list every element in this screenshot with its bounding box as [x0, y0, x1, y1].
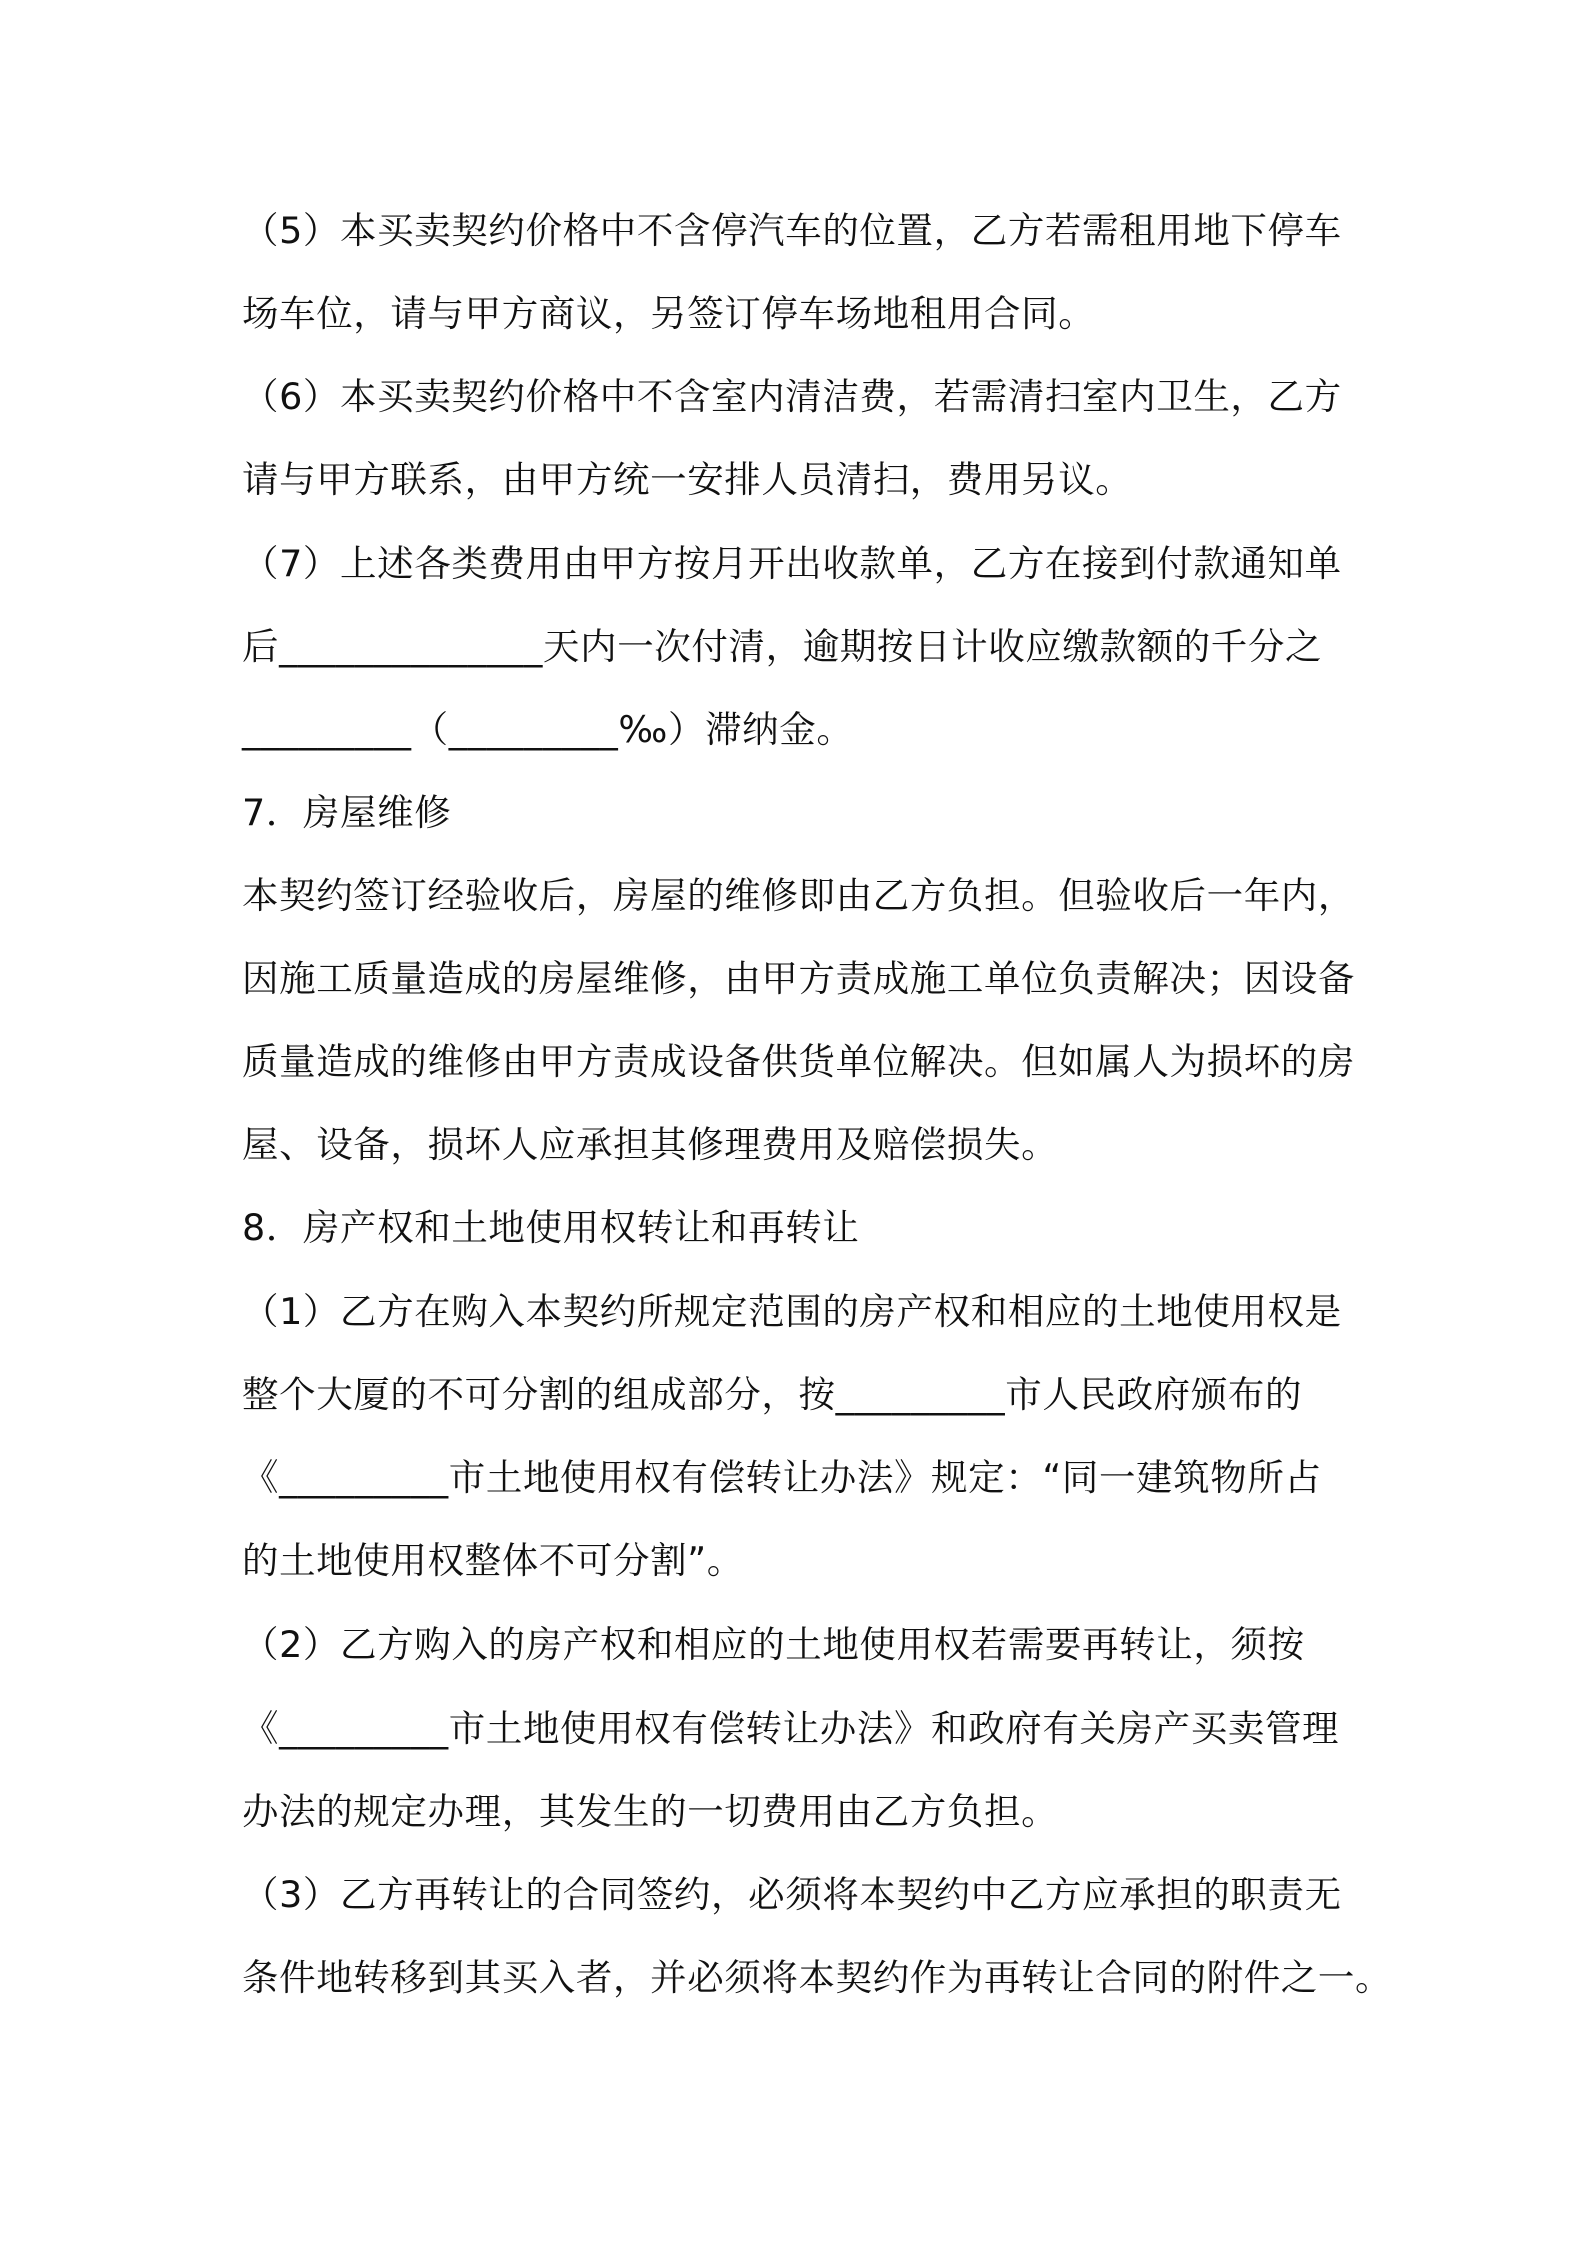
text-line: 请与甲方联系，由甲方统一安排人员清扫，费用另议。 — [242, 458, 1133, 501]
text-line: 质量造成的维修由甲方责成设备供货单位解决。但如属人为损坏的房 — [242, 1040, 1355, 1083]
section-heading: 8．房产权和土地使用权转让和再转让 — [242, 1206, 860, 1249]
text-line: 因施工质量造成的房屋维修，由甲方责成施工单位负责解决；因设备 — [242, 957, 1355, 1000]
text-line: 《_________市土地使用权有偿转让办法》规定：“同一建筑物所占 — [242, 1456, 1322, 1499]
text-line: （5）本买卖契约价格中不含停汽车的位置，乙方若需租用地下停车 — [242, 209, 1342, 252]
text-line: （6）本买卖契约价格中不含室内清洁费，若需清扫室内卫生，乙方 — [242, 375, 1342, 418]
text-line: 的土地使用权整体不可分割”。 — [242, 1539, 744, 1582]
text-line: 条件地转移到其买入者，并必须将本契约作为再转让合同的附件之一。 — [242, 1956, 1393, 1999]
text-line: 后______________天内一次付清，逾期按日计收应缴款额的千分之 — [242, 625, 1323, 668]
text-line: （7）上述各类费用由甲方按月开出收款单，乙方在接到付款通知单 — [242, 542, 1342, 585]
text-line: （1）乙方在购入本契约所规定范围的房产权和相应的土地使用权是 — [242, 1290, 1342, 1333]
text-line: 屋、设备，损坏人应承担其修理费用及赔偿损失。 — [242, 1123, 1059, 1166]
text-line: （2）乙方购入的房产权和相应的土地使用权若需要再转让，须按 — [242, 1623, 1305, 1666]
text-line: _________（_________‰）滞纳金。 — [242, 708, 854, 751]
text-line: （3）乙方再转让的合同签约，必须将本契约中乙方应承担的职责无 — [242, 1873, 1342, 1916]
section-heading: 7．房屋维修 — [242, 791, 452, 834]
text-line: 整个大厦的不可分割的组成部分，按_________市人民政府颁布的 — [242, 1373, 1303, 1416]
text-line: 《_________市土地使用权有偿转让办法》和政府有关房产买卖管理 — [242, 1707, 1340, 1750]
text-line: 本契约签订经验收后，房屋的维修即由乙方负担。但验收后一年内， — [242, 874, 1355, 917]
text-line: 办法的规定办理，其发生的一切费用由乙方负担。 — [242, 1790, 1059, 1833]
text-line: 场车位，请与甲方商议，另签订停车场地租用合同。 — [242, 292, 1096, 335]
